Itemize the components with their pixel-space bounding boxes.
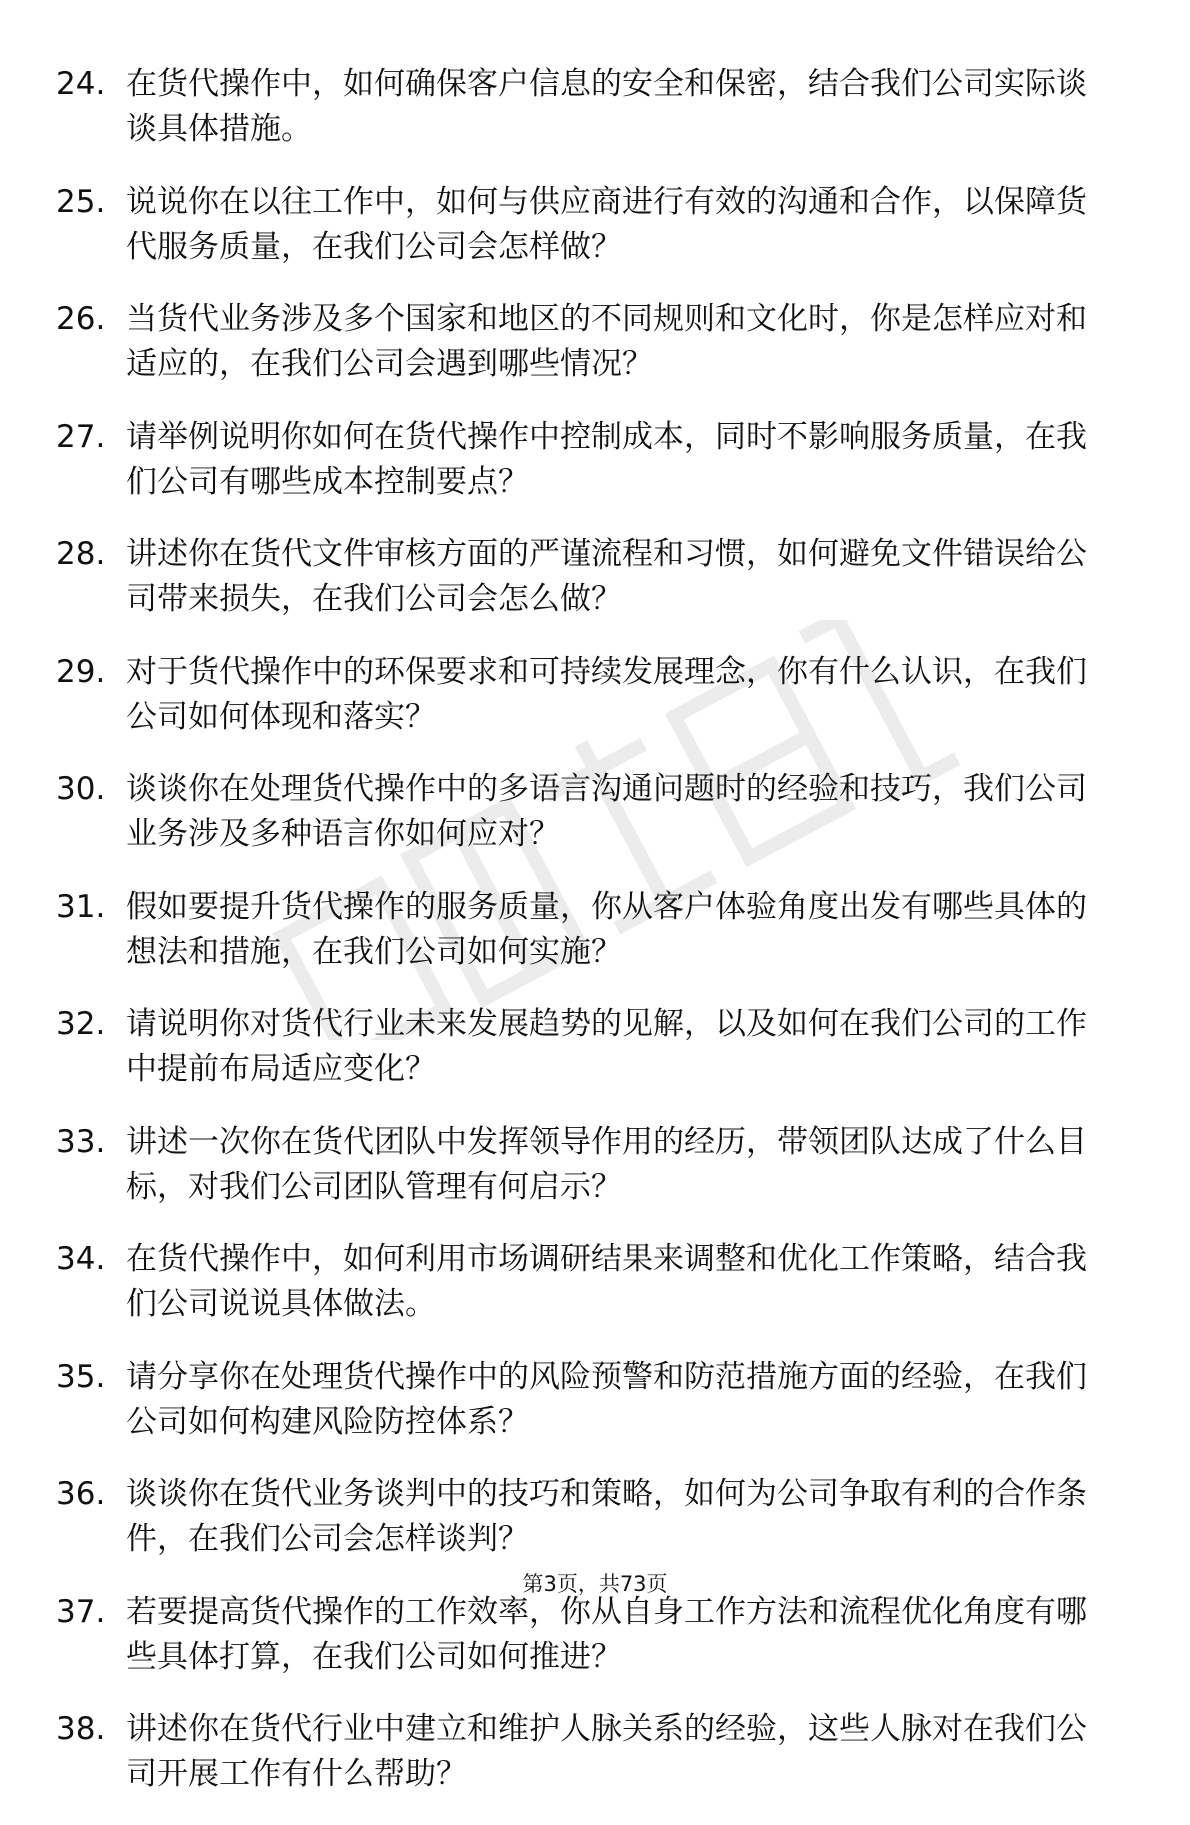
question-text: 若要提高货代操作的工作效率，你从自身工作方法和流程优化角度有哪些具体打算，在我们公司如何推进？ [126, 1593, 1087, 1675]
question-number: 34. [56, 1241, 106, 1277]
question-number: 36. [56, 1476, 106, 1512]
question-number: 24. [56, 66, 106, 102]
question-item [56, 1002, 1116, 1092]
question-item [56, 532, 1116, 622]
question-number: 27. [56, 418, 106, 455]
question-number: 25. [56, 183, 106, 220]
question-text: 讲述你在货代文件审核方面的严谨流程和习惯，如何避免文件错误给公司带来损失，在我们公司会怎么做？ [126, 536, 1087, 617]
question-text: 当货代业务涉及多个国家和地区的不同规则和文化时，你是怎样应对和适应的，在我们公司会遇到哪些情况？ [126, 301, 1087, 382]
question-item [56, 1237, 1116, 1327]
question-text: 在货代操作中，如何确保客户信息的安全和保密，结合我们公司实际谈谈具体措施。 [126, 66, 1087, 147]
question-item [56, 1590, 1116, 1680]
question-text: 讲述一次你在货代团队中发挥领导作用的经历，带领团队达成了什么目标，对我们公司团队管理有何启示？ [126, 1123, 1087, 1205]
question-text: 讲述你在货代行业中建立和维护人脉关系的经验，这些人脉对在我们公司开展工作有什么帮助？ [126, 1711, 1087, 1792]
question-item [56, 767, 1116, 857]
question-number: 26. [56, 301, 106, 337]
question-number: 31. [56, 888, 106, 925]
question-text: 假如要提升货代操作的服务质量，你从客户体验角度出发有哪些具体的想法和措施，在我们公司如何实施？ [126, 888, 1087, 970]
question-text: 对于货代操作中的环保要求和可持续发展理念，你有什么认识，在我们公司如何体现和落实？ [126, 653, 1087, 735]
question-text: 说说你在以往工作中，如何与供应商进行有效的沟通和合作，以保障货代服务质量，在我们公司会怎样做？ [126, 183, 1087, 265]
question-item [56, 885, 1116, 975]
question-text: 请说明你对货代行业未来发展趋势的见解，以及如何在我们公司的工作中提前布局适应变化？ [126, 1006, 1087, 1087]
question-text: 谈谈你在货代业务谈判中的技巧和策略，如何为公司争取有利的合作条件，在我们公司会怎样谈判？ [126, 1476, 1087, 1557]
question-number: 38. [56, 1711, 106, 1747]
question-item [56, 1472, 1116, 1562]
page-footer: 第3页，共73页 [522, 1572, 668, 1596]
question-item [56, 1707, 1116, 1797]
question-number: 37. [56, 1593, 106, 1630]
question-number: 30. [56, 771, 106, 807]
question-number: 32. [56, 1006, 106, 1042]
question-list [56, 62, 1116, 1825]
question-item [56, 180, 1116, 270]
question-number: 33. [56, 1123, 106, 1160]
question-item [56, 62, 1116, 152]
question-text: 请分享你在处理货代操作中的风险预警和防范措施方面的经验，在我们公司如何构建风险防控体系？ [126, 1358, 1087, 1440]
question-item [56, 1120, 1116, 1210]
question-item [56, 415, 1116, 505]
question-text: 谈谈你在处理货代操作中的多语言沟通问题时的经验和技巧，我们公司业务涉及多种语言你如何应对？ [126, 771, 1087, 852]
question-item [56, 1355, 1116, 1445]
question-number: 28. [56, 536, 106, 572]
question-number: 35. [56, 1358, 106, 1395]
question-text: 在货代操作中，如何利用市场调研结果来调整和优化工作策略，结合我们公司说说具体做法。 [126, 1241, 1087, 1322]
question-item [56, 650, 1116, 740]
question-item [56, 297, 1116, 387]
question-text: 请举例说明你如何在货代操作中控制成本，同时不影响服务质量，在我们公司有哪些成本控制要点？ [126, 418, 1087, 500]
question-number: 29. [56, 653, 106, 690]
